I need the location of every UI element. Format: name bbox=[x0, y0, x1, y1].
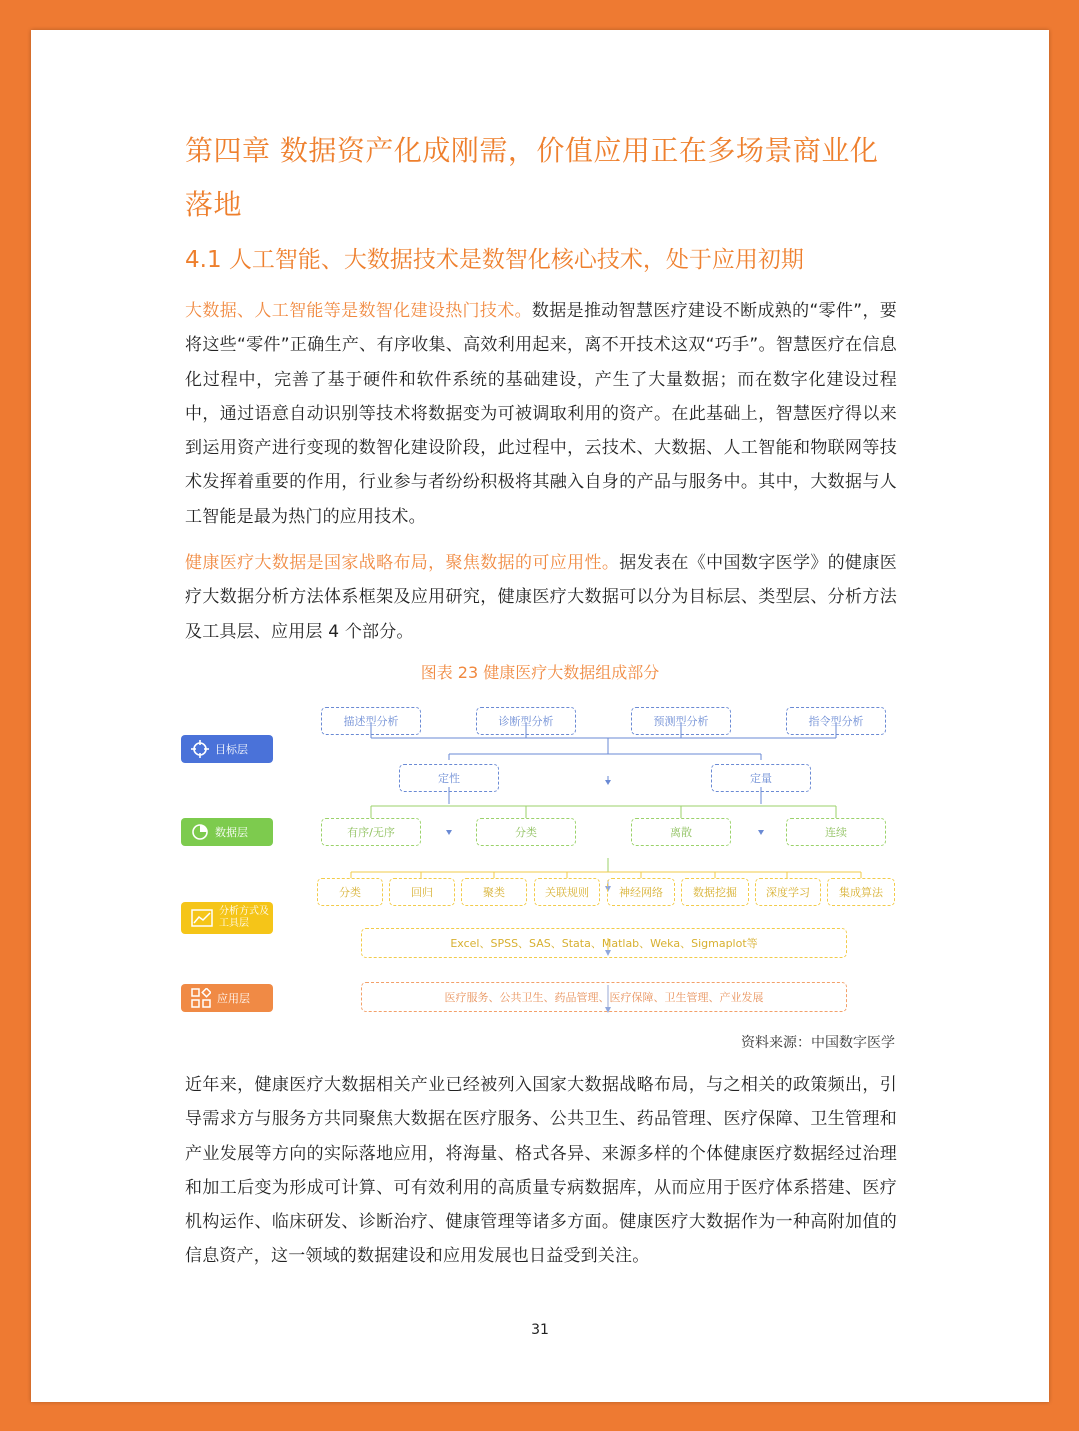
figure-title: 图表 23 健康医疗大数据组成部分 bbox=[420, 663, 660, 682]
paragraph-1-highlight: 大数据、人工智能等是数智化建设热门技术。 bbox=[185, 301, 532, 321]
data-layer-badge bbox=[181, 818, 273, 846]
document-page bbox=[31, 30, 1049, 1402]
diagram-connectors bbox=[181, 702, 901, 1014]
goal-item-diagnostic: 诊断型分析 bbox=[476, 707, 576, 735]
goal-item-prescriptive: 指令型分析 bbox=[786, 707, 886, 735]
data-item-discrete: 离散 bbox=[631, 818, 731, 846]
goal-layer-label: 目标层 bbox=[215, 743, 248, 756]
method-layer-badge bbox=[181, 902, 273, 934]
pie-chart-icon bbox=[191, 823, 209, 841]
method-item-classification: 分类 bbox=[317, 878, 383, 906]
method-item-ensemble: 集成算法 bbox=[827, 878, 895, 906]
data-composition-diagram bbox=[181, 702, 901, 1014]
apps-grid-icon bbox=[191, 988, 211, 1008]
type-item-quantitative: 定量 bbox=[711, 764, 811, 792]
app-layer-badge bbox=[181, 984, 273, 1012]
method-item-regression: 回归 bbox=[389, 878, 455, 906]
paragraph-2-text: 据发表在《中国数字医学》的健康医疗大数据分析方法体系框架及应用研究，健康医疗大数据可以分为目标层、类型层、分析方法及工具层、应用层 4 个部分。 bbox=[185, 553, 897, 642]
method-item-data-mining: 数据挖掘 bbox=[681, 878, 749, 906]
method-item-neural-network: 神经网络 bbox=[607, 878, 675, 906]
data-item-category: 分类 bbox=[476, 818, 576, 846]
section-title: 4.1 人工智能、大数据技术是数智化核心技术，处于应用初期 bbox=[185, 247, 804, 273]
method-item-deep-learning: 深度学习 bbox=[755, 878, 821, 906]
tools-box: Excel、SPSS、SAS、Stata、Matlab、Weka、Sigmaplot等 bbox=[361, 928, 847, 958]
goal-item-predictive: 预测型分析 bbox=[631, 707, 731, 735]
line-chart-icon bbox=[191, 909, 213, 927]
method-item-association: 关联规则 bbox=[534, 878, 600, 906]
data-item-continuous: 连续 bbox=[786, 818, 886, 846]
paragraph-3: 近年来，健康医疗大数据相关产业已经被列入国家大数据战略布局，与之相关的政策频出，引导需求方与服务方共同聚焦大数据在医疗服务、公共卫生、药品管理、医疗保障、卫生管理和产业发展等方向的实际落地应用，将海量、格式各异、来源多样的个体健康医疗数据经过治理和加工后变为形成可计算、可有效利用的高质量专病数据库，从而应用于医疗体系搭建、医疗机构运作、临床研发、诊断治疗、健康管理等诸多方面。健康医疗大数据作为一种高附加值的信息资产，这一领域的数据建设和应用发展也日益受到关注。 bbox=[185, 1075, 897, 1267]
target-icon bbox=[191, 740, 209, 758]
paragraph-2-highlight: 健康医疗大数据是国家战略布局，聚焦数据的可应用性。 bbox=[185, 553, 620, 573]
page-number: 31 bbox=[531, 1322, 549, 1338]
method-layer-label: 分析方式及工具层 bbox=[219, 906, 269, 929]
applications-box: 医疗服务、公共卫生、药品管理、医疗保障、卫生管理、产业发展 bbox=[361, 982, 847, 1012]
paragraph-1 bbox=[185, 294, 897, 534]
data-layer-label: 数据层 bbox=[215, 826, 248, 839]
paragraph-2 bbox=[185, 546, 897, 649]
figure-source: 资料来源：中国数字医学 bbox=[741, 1035, 895, 1051]
goal-layer-badge bbox=[181, 735, 273, 763]
method-item-clustering: 聚类 bbox=[461, 878, 527, 906]
type-item-qualitative: 定性 bbox=[399, 764, 499, 792]
app-layer-label: 应用层 bbox=[217, 992, 250, 1005]
paragraph-1-text: 数据是推动智慧医疗建设不断成熟的“零件”，要将这些“零件”正确生产、有序收集、高效利用起来，离不开技术这双“巧手”。智慧医疗在信息化过程中，完善了基于硬件和软件系统的基础建设，产生了大量数据；而在数字化建设过程中，通过语意自动识别等技术将数据变为可被调取利用的资产。在此基础上，智慧医疗得以来到运用资产进行变现的数智化建设阶段，此过程中，云技术、大数据、人工智能和物联网等技术发挥着重要的作用，行业参与者纷纷积极将其融入自身的产品与服务中。其中，大数据与人工智能是最为热门的应用技术。 bbox=[185, 301, 898, 527]
chapter-title: 第四章 数据资产化成刚需，价值应用正在多场景商业化落地 bbox=[185, 134, 879, 221]
data-item-ordered: 有序/无序 bbox=[321, 818, 421, 846]
goal-item-descriptive: 描述型分析 bbox=[321, 707, 421, 735]
